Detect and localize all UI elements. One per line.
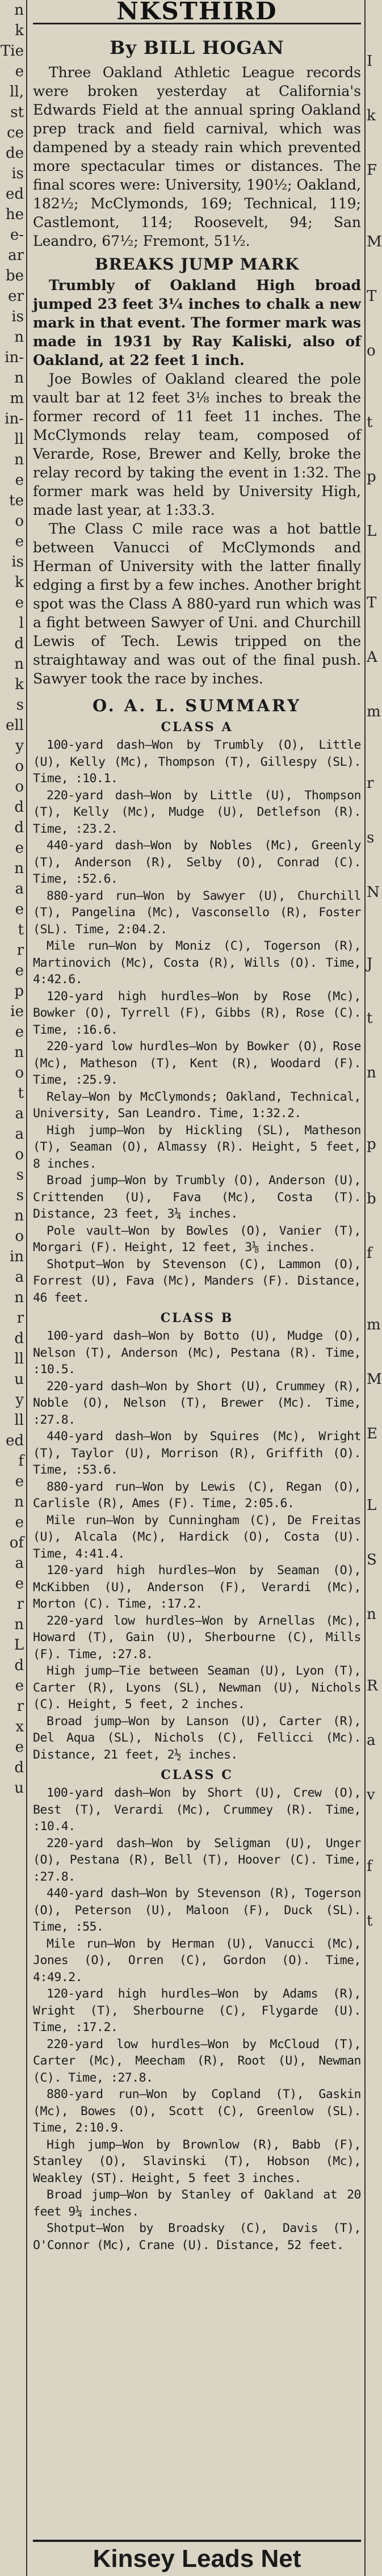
left-column-fragment: ar xyxy=(8,247,24,264)
event-result: 880-yard run—Won by Copland (T), Gaskin (Mc), Bowes (O), Scott (C), Greenlow (SL). Time, 2:10.9. xyxy=(33,2087,361,2135)
left-column-fragment: n xyxy=(14,1289,24,1306)
event-result: 220-yard dash—Won by Little (U), Thompson (T), Kelly (Mc), Mudge (U), Detlefson (R). Time, :23.2. xyxy=(33,788,361,836)
left-column-fragment: d xyxy=(14,635,24,652)
right-column-fragment: L xyxy=(367,523,377,540)
left-column-fragment: e xyxy=(15,901,24,918)
left-column-fragment: ll, xyxy=(10,83,24,100)
left-column-fragment: y xyxy=(15,1391,24,1408)
left-column-fragment: a xyxy=(15,1126,24,1143)
right-column-fragment: T xyxy=(367,288,377,305)
left-column-fragment: is xyxy=(11,308,24,325)
left-column-fragment: s xyxy=(16,697,24,714)
left-column-fragment: d xyxy=(14,1759,24,1776)
left-column-fragment: r xyxy=(16,1596,24,1613)
event-result: 100-yard dash—Won by Botto (U), Mudge (O), Nelson (T), Anderson (Mc), Pestana (R). Time, :10.5. xyxy=(33,1329,361,1377)
left-column-fragment: e- xyxy=(10,226,24,244)
left-column-fragment: r xyxy=(16,1698,24,1715)
right-column-fragment: b xyxy=(367,1190,376,1207)
left-column-fragment: k xyxy=(15,676,24,693)
left-column-fragment: er xyxy=(8,288,24,305)
left-column-fragment: of xyxy=(9,1534,24,1551)
left-column-fragment: t xyxy=(18,1085,24,1102)
byline: By BILL HOGAN xyxy=(110,37,284,58)
left-column-fragment: ce xyxy=(7,124,24,141)
left-column-fragment: x xyxy=(15,1718,24,1735)
body-paragraph: Joe Bowles of Oakland cleared the pole vault bar at 12 feet 3⅛ inches to break the former record of 11 feet 11 inches. The McClymonds relay team, composed of Verarde, Rose, Brewer and Kelly, broke the relay record by taking the event in 1:32. The former mark was held by University High, made last year, at 1:33.3. xyxy=(33,371,361,518)
left-column-fragment: r xyxy=(16,942,24,959)
right-column-fragment: N xyxy=(367,884,380,901)
right-column-fragment: M xyxy=(367,233,382,250)
left-column-fragment: n xyxy=(14,1616,24,1633)
right-column-fragment: t xyxy=(367,1010,373,1027)
event-result: Mile run—Won by Cunningham (C), De Freitas (U), Alcala (Mc), Hardick (O), Costa (U). Time, 4:41.4. xyxy=(33,1513,361,1561)
results-summary xyxy=(33,720,361,2254)
left-column-fragment: n xyxy=(14,1044,24,1061)
left-column-fragment: e xyxy=(15,594,24,611)
left-column-fragment: r xyxy=(16,1310,24,1327)
right-column-fragment: s xyxy=(367,829,375,846)
event-result: High jump—Tie between Seaman (U), Lyon (T), Carter (R), Lyons (SL), Newman (U), Nichols (C). Height, 5 feet, 2 inches. xyxy=(33,1664,361,1711)
left-column-fragment: e xyxy=(15,1514,24,1531)
left-column-fragment: ell xyxy=(5,717,24,734)
right-column-fragment: n xyxy=(367,1606,376,1623)
left-column-fragment: s xyxy=(16,1167,24,1184)
left-column-fragment: be xyxy=(5,267,24,284)
event-result: Relay—Won by McClymonds; Oakland, Technical, University, San Leandro. Time, 1:32.2. xyxy=(33,1089,361,1121)
adjacent-column-left xyxy=(0,0,27,2576)
event-result: Pole vault—Won by Bowles (O), Vanier (T), Morgari (F). Height, 12 feet, 3⅛ inches. xyxy=(33,1223,361,1255)
event-result: Broad jump—Won by Lanson (U), Carter (R), Del Aqua (SL), Nichols (C), Fellicci (Mc). Distance, 21 feet, 2½ inches. xyxy=(33,1714,361,1762)
left-column-fragment: a xyxy=(15,1269,24,1286)
left-column-fragment: e xyxy=(15,1575,24,1592)
left-column-fragment: e xyxy=(15,472,24,489)
event-result: 120-yard high hurdles—Won by Seaman (O), McKibben (U), Anderson (F), Verardi (Mc), Morton (C). Time, :17.2. xyxy=(33,1563,361,1611)
left-column-fragment: y xyxy=(15,737,24,754)
left-column-fragment: is xyxy=(11,165,24,182)
left-column-fragment: de xyxy=(5,145,24,162)
right-column-fragment: m xyxy=(367,703,381,720)
right-column-fragment: f xyxy=(367,1245,372,1262)
left-column-fragment: a xyxy=(15,880,24,897)
right-column-fragment: p xyxy=(367,468,376,485)
left-column-fragment: e xyxy=(15,1473,24,1490)
left-column-fragment: k xyxy=(15,22,24,39)
event-result: 220-yard low hurdles—Won by Arnellas (Mc), Howard (T), Gain (U), Sherbourne (C), Mills (F). Time, :27.8. xyxy=(33,1613,361,1662)
adjacent-column-right xyxy=(364,0,382,2576)
left-column-fragment: d xyxy=(14,819,24,836)
left-column-fragment: ed xyxy=(5,1432,24,1449)
left-column-fragment: ll xyxy=(14,1350,24,1367)
right-column-fragment: t xyxy=(367,414,373,431)
left-column-fragment: ll xyxy=(14,1412,24,1429)
left-column-fragment: d xyxy=(14,1657,24,1674)
left-column-fragment: u xyxy=(14,1371,24,1388)
event-result: Broad jump—Won by Stanley of Oakland at 20 feet 9¼ inches. xyxy=(33,2188,361,2219)
event-result: 220-yard low hurdles—Won by Bowker (O), Rose (Mc), Matheson (T), Kent (R), Woodard (F). Time, :25.9. xyxy=(33,1039,361,1087)
right-column-fragment: J xyxy=(367,955,373,972)
right-column-fragment: A xyxy=(367,649,377,666)
right-column-fragment: t xyxy=(367,1912,373,1929)
left-column-fragment: p xyxy=(14,983,24,1000)
right-column-fragment: o xyxy=(367,342,376,359)
event-result: Shotput—Won by Broadsky (C), Davis (T), O'Connor (Mc), Crane (U). Distance, 52 feet. xyxy=(33,2221,361,2252)
left-column-fragment: d xyxy=(14,1330,24,1347)
left-column-fragment: st xyxy=(10,104,24,121)
left-column-fragment: e xyxy=(15,1677,24,1694)
class-heading: CLASS A xyxy=(161,720,233,735)
left-column-fragment: in- xyxy=(5,410,24,427)
left-column-fragment: n xyxy=(14,370,24,387)
left-column-fragment: u xyxy=(14,1780,24,1797)
event-result: Mile run—Won by Moniz (C), Togerson (R), Martinovich (Mc), Costa (R), Wills (O). Time, 4:42.6. xyxy=(33,939,361,987)
article xyxy=(33,0,361,2576)
event-result: 220-yard low hurdles—Won by McCloud (T), Carter (Mc), Meecham (R), Root (U), Newman (C). Time, :27.8. xyxy=(33,2037,361,2085)
left-column-fragment: a xyxy=(15,1105,24,1122)
right-column-fragment: E xyxy=(367,1425,377,1442)
right-column-fragment: n xyxy=(367,1064,376,1081)
left-column-fragment: e xyxy=(15,1023,24,1041)
left-column-fragment: is xyxy=(11,553,24,570)
event-result: 120-yard high hurdles—Won by Rose (Mc), Bowker (O), Tyrrell (F), Gibbs (R), Rose (C). Time, :16.6. xyxy=(33,989,361,1037)
left-column-fragment: d xyxy=(14,799,24,816)
event-result: 100-yard dash—Won by Trumbly (O), Little (U), Kelly (Mc), Thompson (T), Gillespy (SL). Time, :10.1. xyxy=(33,738,361,786)
right-column-fragment: R xyxy=(367,1677,378,1694)
headline-fragment: NKSTHIRD xyxy=(33,0,361,24)
left-column-fragment: he xyxy=(5,206,24,223)
right-column-fragment: T xyxy=(367,594,377,611)
left-column-fragment: e xyxy=(15,63,24,80)
left-column-fragment: te xyxy=(9,492,24,509)
left-column-fragment: in- xyxy=(5,349,24,366)
right-column-fragment: L xyxy=(367,1497,377,1514)
event-result: 880-yard run—Won by Sawyer (U), Churchill (T), Pangelina (Mc), Vasconsello (R), Foster (SL). Time, 2:04.2. xyxy=(33,888,361,937)
right-column-fragment: m xyxy=(367,1316,381,1333)
left-column-fragment: e xyxy=(15,533,24,550)
event-result: 100-yard dash—Won by Short (U), Crew (O), Best (T), Verardi (Mc), Crummey (R). Time, :10.4. xyxy=(33,1786,361,1834)
right-column-fragment: k xyxy=(367,107,376,124)
left-column-fragment: in xyxy=(9,1248,24,1265)
event-result: High jump—Won by Hickling (SL), Matheson (T), Seaman (O), Almassy (R). Height, 5 feet, 8 inches. xyxy=(33,1123,361,1171)
event-result: 120-yard high hurdles—Won by Adams (R), Wright (T), Sherbourne (C), Flygarde (U). Time, :17.2. xyxy=(33,1987,361,2034)
left-column-fragment: e xyxy=(15,840,24,857)
left-column-fragment: ed xyxy=(5,186,24,203)
left-column-fragment: o xyxy=(15,513,24,530)
event-result: 220-yard dash—Won by Short (U), Crummey (R), Noble (O), Nelson (T), Brewer (Mc). Time, :27.8. xyxy=(33,1379,361,1427)
right-column-fragment: M xyxy=(367,1371,382,1388)
left-column-fragment: n xyxy=(14,656,24,673)
left-column-fragment: Tie xyxy=(0,43,24,60)
left-column-fragment: o xyxy=(15,778,24,795)
right-column-fragment: v xyxy=(367,1786,375,1803)
event-result: 220-yard dash—Won by Seligman (U), Unger (O), Pestana (R), Bell (T), Hoover (C). Time, :27.8. xyxy=(33,1836,361,1884)
event-result: 440-yard dash—Won by Stevenson (R), Togerson (O), Peterson (U), Maloon (F), Duck (SL). Time, :55. xyxy=(33,1886,361,1934)
left-column-fragment: n xyxy=(14,329,24,346)
left-column-fragment: n xyxy=(14,1207,24,1224)
right-column-fragment: F xyxy=(367,162,377,179)
intro-paragraph: Three Oakland Athletic League records were broken yesterday at California's Edwards Field at the annual spring Oakland prep track and field carnival, which was dampened by a steady rain which prevented more spectacular times or distances. The final scores were: University, 190½; Oakland, 182½; McClymonds, 169; Technical, 119; Castlemont, 114; Roosevelt, 94; San Leandro, 67½; Fremont, 51½. xyxy=(33,64,361,249)
event-result: High jump—Won by Brownlow (R), Babb (F), Stanley (O), Slavinski (T), Hobson (Mc), Weakley (ST). Height, 5 feet 3 inches. xyxy=(33,2137,361,2185)
left-column-fragment: t xyxy=(18,921,24,938)
left-column-fragment: a xyxy=(15,1555,24,1572)
left-column-fragment: o xyxy=(15,1146,24,1163)
left-column-fragment: s xyxy=(16,1187,24,1204)
event-result: Broad jump—Won by Trumbly (O), Anderson (U), Crittenden (U), Fava (Mc), Costa (T). Distance, 23 feet, 3¼ inches. xyxy=(33,1173,361,1221)
left-column-fragment: k xyxy=(15,574,24,591)
event-result: Mile run—Won by Herman (U), Vanucci (Mc), Jones (O), Orren (C), Gordon (O). Time, 4:49.2. xyxy=(33,1936,361,1985)
right-column-fragment: a xyxy=(367,1732,376,1749)
event-result: 440-yard dash—Won by Squires (Mc), Wright (T), Taylor (U), Morrison (R), Griffith (O). Time, :53.6. xyxy=(33,1429,361,1477)
left-column-fragment: e xyxy=(15,1739,24,1756)
left-column-fragment: ie xyxy=(10,1003,24,1020)
summary-title: O. A. L. SUMMARY xyxy=(93,696,301,715)
event-result: 440-yard dash—Won by Nobles (Mc), Greenly (T), Anderson (R), Selby (O), Conrad (C). Time, :52.6. xyxy=(33,838,361,886)
left-column-fragment: e xyxy=(15,962,24,979)
left-column-fragment: m xyxy=(10,390,24,407)
right-column-fragment: p xyxy=(367,1136,376,1153)
left-column-fragment: o xyxy=(15,758,24,775)
right-column-fragment: I xyxy=(367,53,373,70)
left-column-fragment: l xyxy=(19,615,24,632)
left-column-fragment: n xyxy=(14,1493,24,1511)
left-column-fragment: o xyxy=(15,1064,24,1081)
class-heading: CLASS B xyxy=(160,1311,234,1325)
class-heading: CLASS C xyxy=(161,1768,233,1782)
body-paragraph: The Class C mile race was a hot battle between Vanucci of McClymonds and Herman of University with the latter finally edging a first by a few inches. Another bright spot was the Class A 880-yard run which was a fight between Sawyer of Uni. and Churchill Lewis of Tech. Lewis tripped on the straightaway and was out of the final push. Sawyer took the race by inches. xyxy=(33,521,361,687)
right-column-fragment: S xyxy=(367,1551,377,1568)
left-column-fragment: f xyxy=(18,1453,24,1470)
bold-paragraph: Trumbly of Oakland High broad jumped 23 feet 3¼ inches to chalk a new mark in that event. The former mark was made in 1931 by Ray Kaliski, also of Oakland, at 22 feet 1 inch. xyxy=(33,277,361,368)
next-headline: Kinsey Leads Net xyxy=(33,2540,361,2576)
right-column-fragment: f xyxy=(367,1858,372,1875)
left-column-fragment: L xyxy=(14,1637,24,1654)
left-column-fragment: n xyxy=(14,860,24,877)
event-result: 880-yard run—Won by Lewis (C), Regan (O), Carlisle (R), Ames (F). Time, 2:05.6. xyxy=(33,1479,361,1511)
event-result: Shotput—Won by Stevenson (C), Lammon (O), Forrest (U), Fava (Mc), Manders (F). Distance, 46 feet. xyxy=(33,1257,361,1305)
left-column-fragment: o xyxy=(15,1228,24,1245)
left-column-fragment: n xyxy=(14,451,24,468)
right-column-fragment: r xyxy=(367,775,374,792)
left-column-fragment: ll xyxy=(14,431,24,448)
left-column-fragment: n xyxy=(14,2,24,19)
subhead: BREAKS JUMP MARK xyxy=(94,255,300,274)
